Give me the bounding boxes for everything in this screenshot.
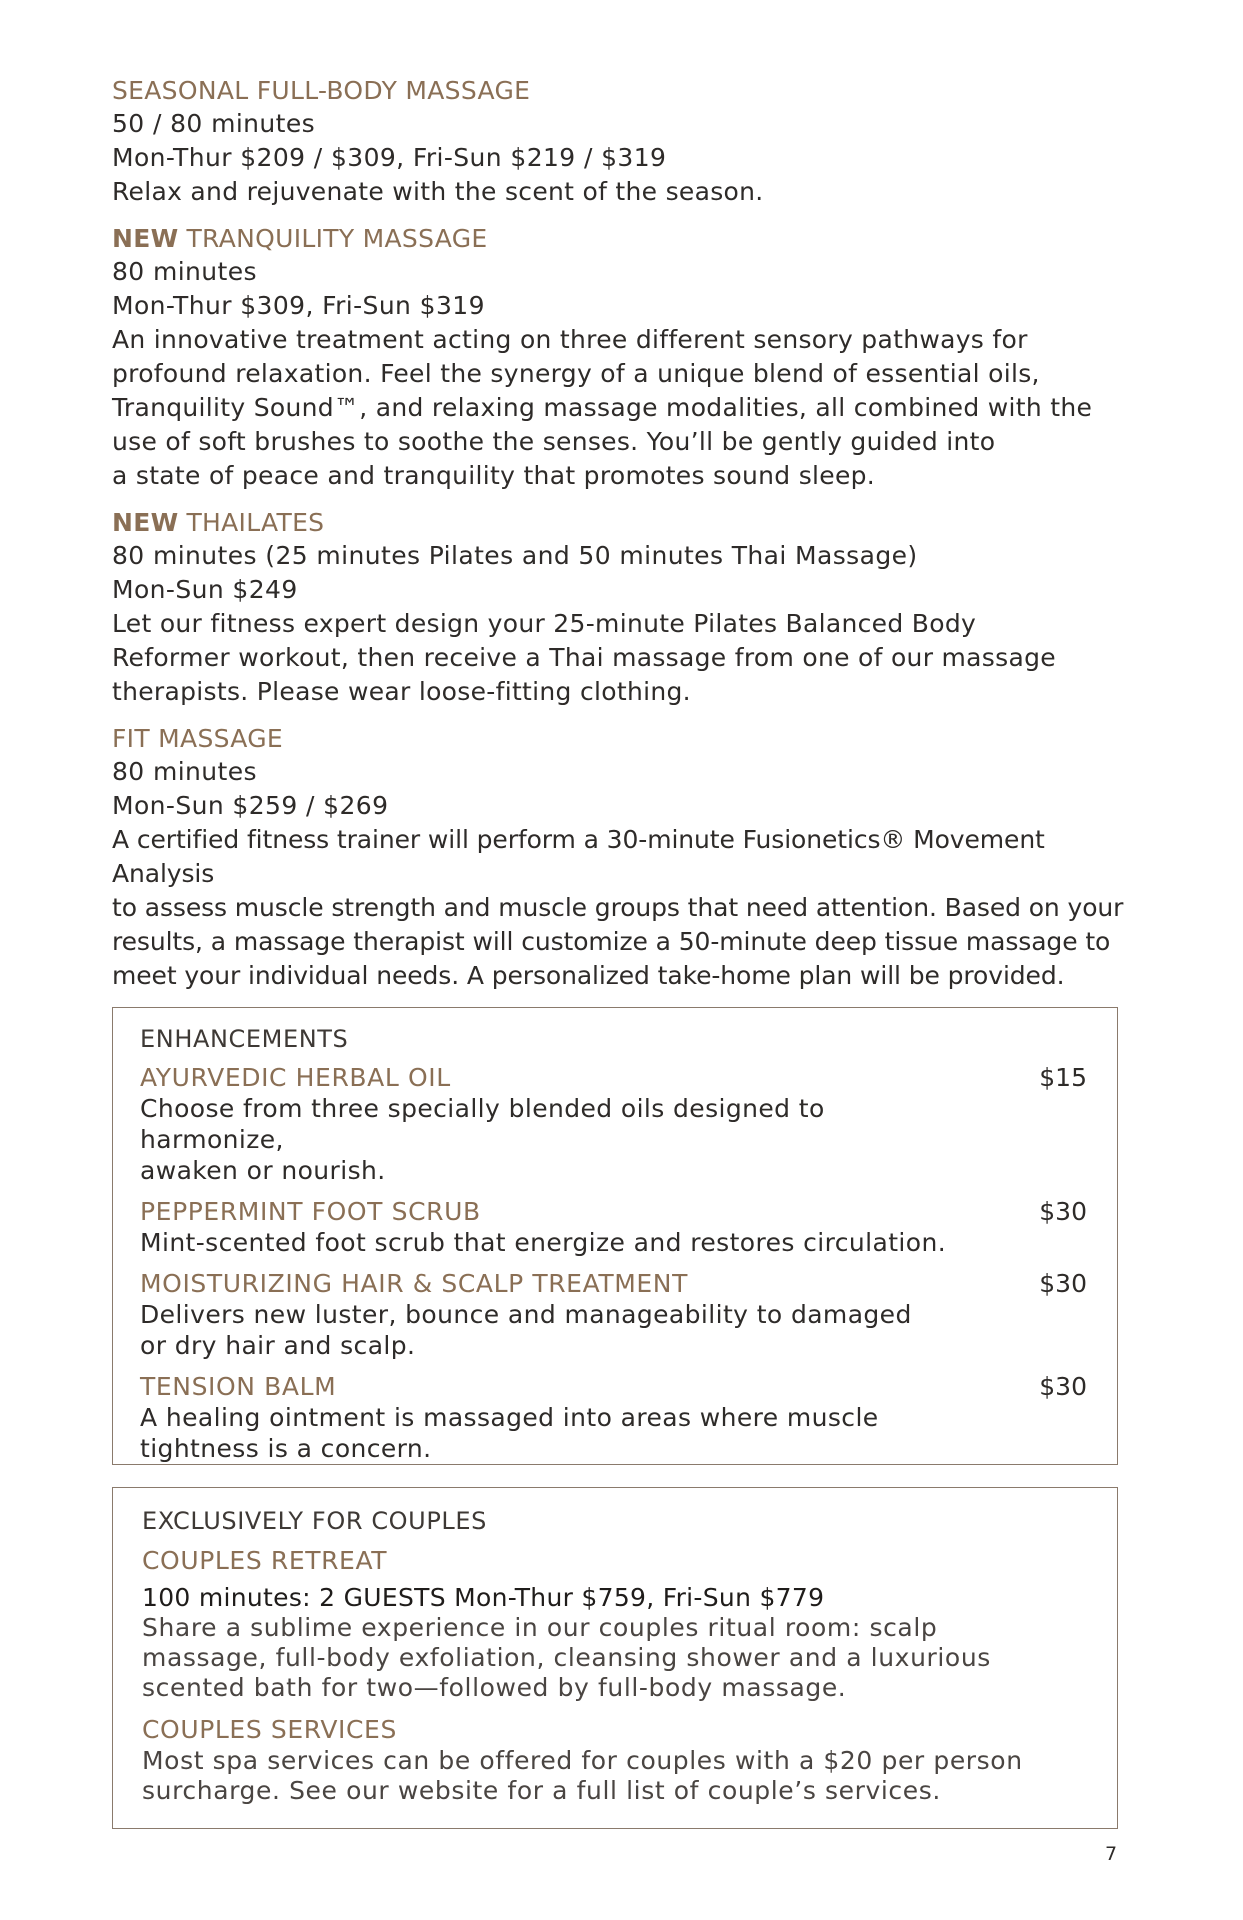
service-description-line: Reformer workout, then receive a Thai massage from one of our massage xyxy=(112,643,1056,672)
service-fit-massage xyxy=(112,723,1132,993)
new-label: NEW xyxy=(112,224,179,253)
service-seasonal-full-body-massage xyxy=(112,75,1132,209)
service-price: Mon-Sun $259 / $269 xyxy=(112,791,389,820)
service-title: SEASONAL FULL-BODY MASSAGE xyxy=(112,76,531,105)
enhancement-tension-balm xyxy=(140,1371,1117,1464)
service-description-line: use of soft brushes to soothe the senses. You’ll be gently guided into xyxy=(112,427,996,456)
service-duration: 50 / 80 minutes xyxy=(112,109,316,138)
service-price: Mon-Sun $249 xyxy=(112,575,298,604)
enhancement-price: $15 xyxy=(1039,1063,1087,1092)
couples-services-name: COUPLES SERVICES xyxy=(142,1715,397,1744)
service-duration: 80 minutes xyxy=(112,757,257,786)
couples-retreat-description-line: massage, full-body exfoliation, cleansing shower and a luxurious xyxy=(142,1643,991,1672)
service-title: FIT MASSAGE xyxy=(112,724,283,753)
enhancement-price: $30 xyxy=(1039,1372,1087,1401)
enhancement-name: AYURVEDIC HERBAL OIL xyxy=(140,1063,451,1092)
enhancement-peppermint-foot-scrub xyxy=(140,1196,1117,1258)
service-description-line: to assess muscle strength and muscle groups that need attention. Based on your xyxy=(112,893,1124,922)
couples-heading: EXCLUSIVELY FOR COUPLES xyxy=(142,1507,487,1535)
couples-retreat-description-line: scented bath for two—followed by full-body massage. xyxy=(142,1673,847,1702)
service-description-line: profound relaxation. Feel the synergy of a unique blend of essential oils, xyxy=(112,359,1040,388)
couples-services-description-line: Most spa services can be offered for couples with a $20 per person xyxy=(142,1746,1023,1775)
service-description-line: a state of peace and tranquility that promotes sound sleep. xyxy=(112,461,876,490)
enhancements-box xyxy=(112,1007,1118,1465)
enhancement-description-line: or dry hair and scalp. xyxy=(140,1331,416,1360)
service-description-line: results, a massage therapist will customize a 50-minute deep tissue massage to xyxy=(112,927,1111,956)
couples-retreat xyxy=(142,1544,1117,1703)
couples-services-description-line: surcharge. See our website for a full list of couple’s services. xyxy=(142,1776,941,1805)
enhancement-price: $30 xyxy=(1039,1197,1087,1226)
couples-services xyxy=(142,1713,1117,1806)
page-number: 7 xyxy=(1105,1843,1118,1865)
enhancement-description-line: awaken or nourish. xyxy=(140,1156,386,1185)
enhancement-name: MOISTURIZING HAIR & SCALP TREATMENT xyxy=(140,1269,688,1298)
service-price: Mon-Thur $209 / $309, Fri-Sun $219 / $319 xyxy=(112,143,667,172)
enhancement-description-line: Mint-scented foot scrub that energize and restores circulation. xyxy=(140,1228,947,1257)
service-duration: 80 minutes xyxy=(112,257,257,286)
service-description-line: A certified fitness trainer will perform a 30-minute Fusionetics® Movement Analysis xyxy=(112,825,1045,888)
service-description-line: Relax and rejuvenate with the scent of the season. xyxy=(112,177,764,206)
service-title: NEW THAILATES xyxy=(112,508,325,537)
service-thailates xyxy=(112,507,1132,709)
couples-retreat-detail: 100 minutes: 2 GUESTS Mon-Thur $759, Fri-Sun $779 xyxy=(142,1583,825,1612)
enhancement-hair-scalp-treatment xyxy=(140,1268,1117,1361)
service-description-line: An innovative treatment acting on three different sensory pathways for xyxy=(112,325,1028,354)
enhancement-description-line: tightness is a concern. xyxy=(140,1434,432,1463)
couples-box xyxy=(112,1487,1118,1829)
enhancements-heading: ENHANCEMENTS xyxy=(140,1025,349,1053)
enhancement-name: TENSION BALM xyxy=(140,1372,337,1401)
enhancement-description-line: A healing ointment is massaged into areas where muscle xyxy=(140,1403,879,1432)
enhancement-price: $30 xyxy=(1039,1269,1087,1298)
new-label: NEW xyxy=(112,508,179,537)
service-description-line: meet your individual needs. A personalized take-home plan will be provided. xyxy=(112,961,1065,990)
service-price: Mon-Thur $309, Fri-Sun $319 xyxy=(112,291,485,320)
couples-retreat-name: COUPLES RETREAT xyxy=(142,1546,388,1575)
enhancement-description-line: Delivers new luster, bounce and manageability to damaged xyxy=(140,1300,912,1329)
enhancement-description-line: Choose from three specially blended oils designed to harmonize, xyxy=(140,1094,825,1154)
service-description-line: therapists. Please wear loose-fitting clothing. xyxy=(112,677,691,706)
service-description-line: Tranquility Sound™, and relaxing massage modalities, all combined with the xyxy=(112,393,1093,422)
massage-services-list xyxy=(112,75,1132,1007)
service-duration: 80 minutes (25 minutes Pilates and 50 minutes Thai Massage) xyxy=(112,541,918,570)
enhancement-name: PEPPERMINT FOOT SCRUB xyxy=(140,1197,481,1226)
couples-retreat-description-line: Share a sublime experience in our couples ritual room: scalp xyxy=(142,1613,938,1642)
service-tranquility-massage xyxy=(112,223,1132,493)
enhancement-ayurvedic-herbal-oil xyxy=(140,1062,1117,1186)
service-title: NEW TRANQUILITY MASSAGE xyxy=(112,224,488,253)
service-description-line: Let our fitness expert design your 25-minute Pilates Balanced Body xyxy=(112,609,977,638)
